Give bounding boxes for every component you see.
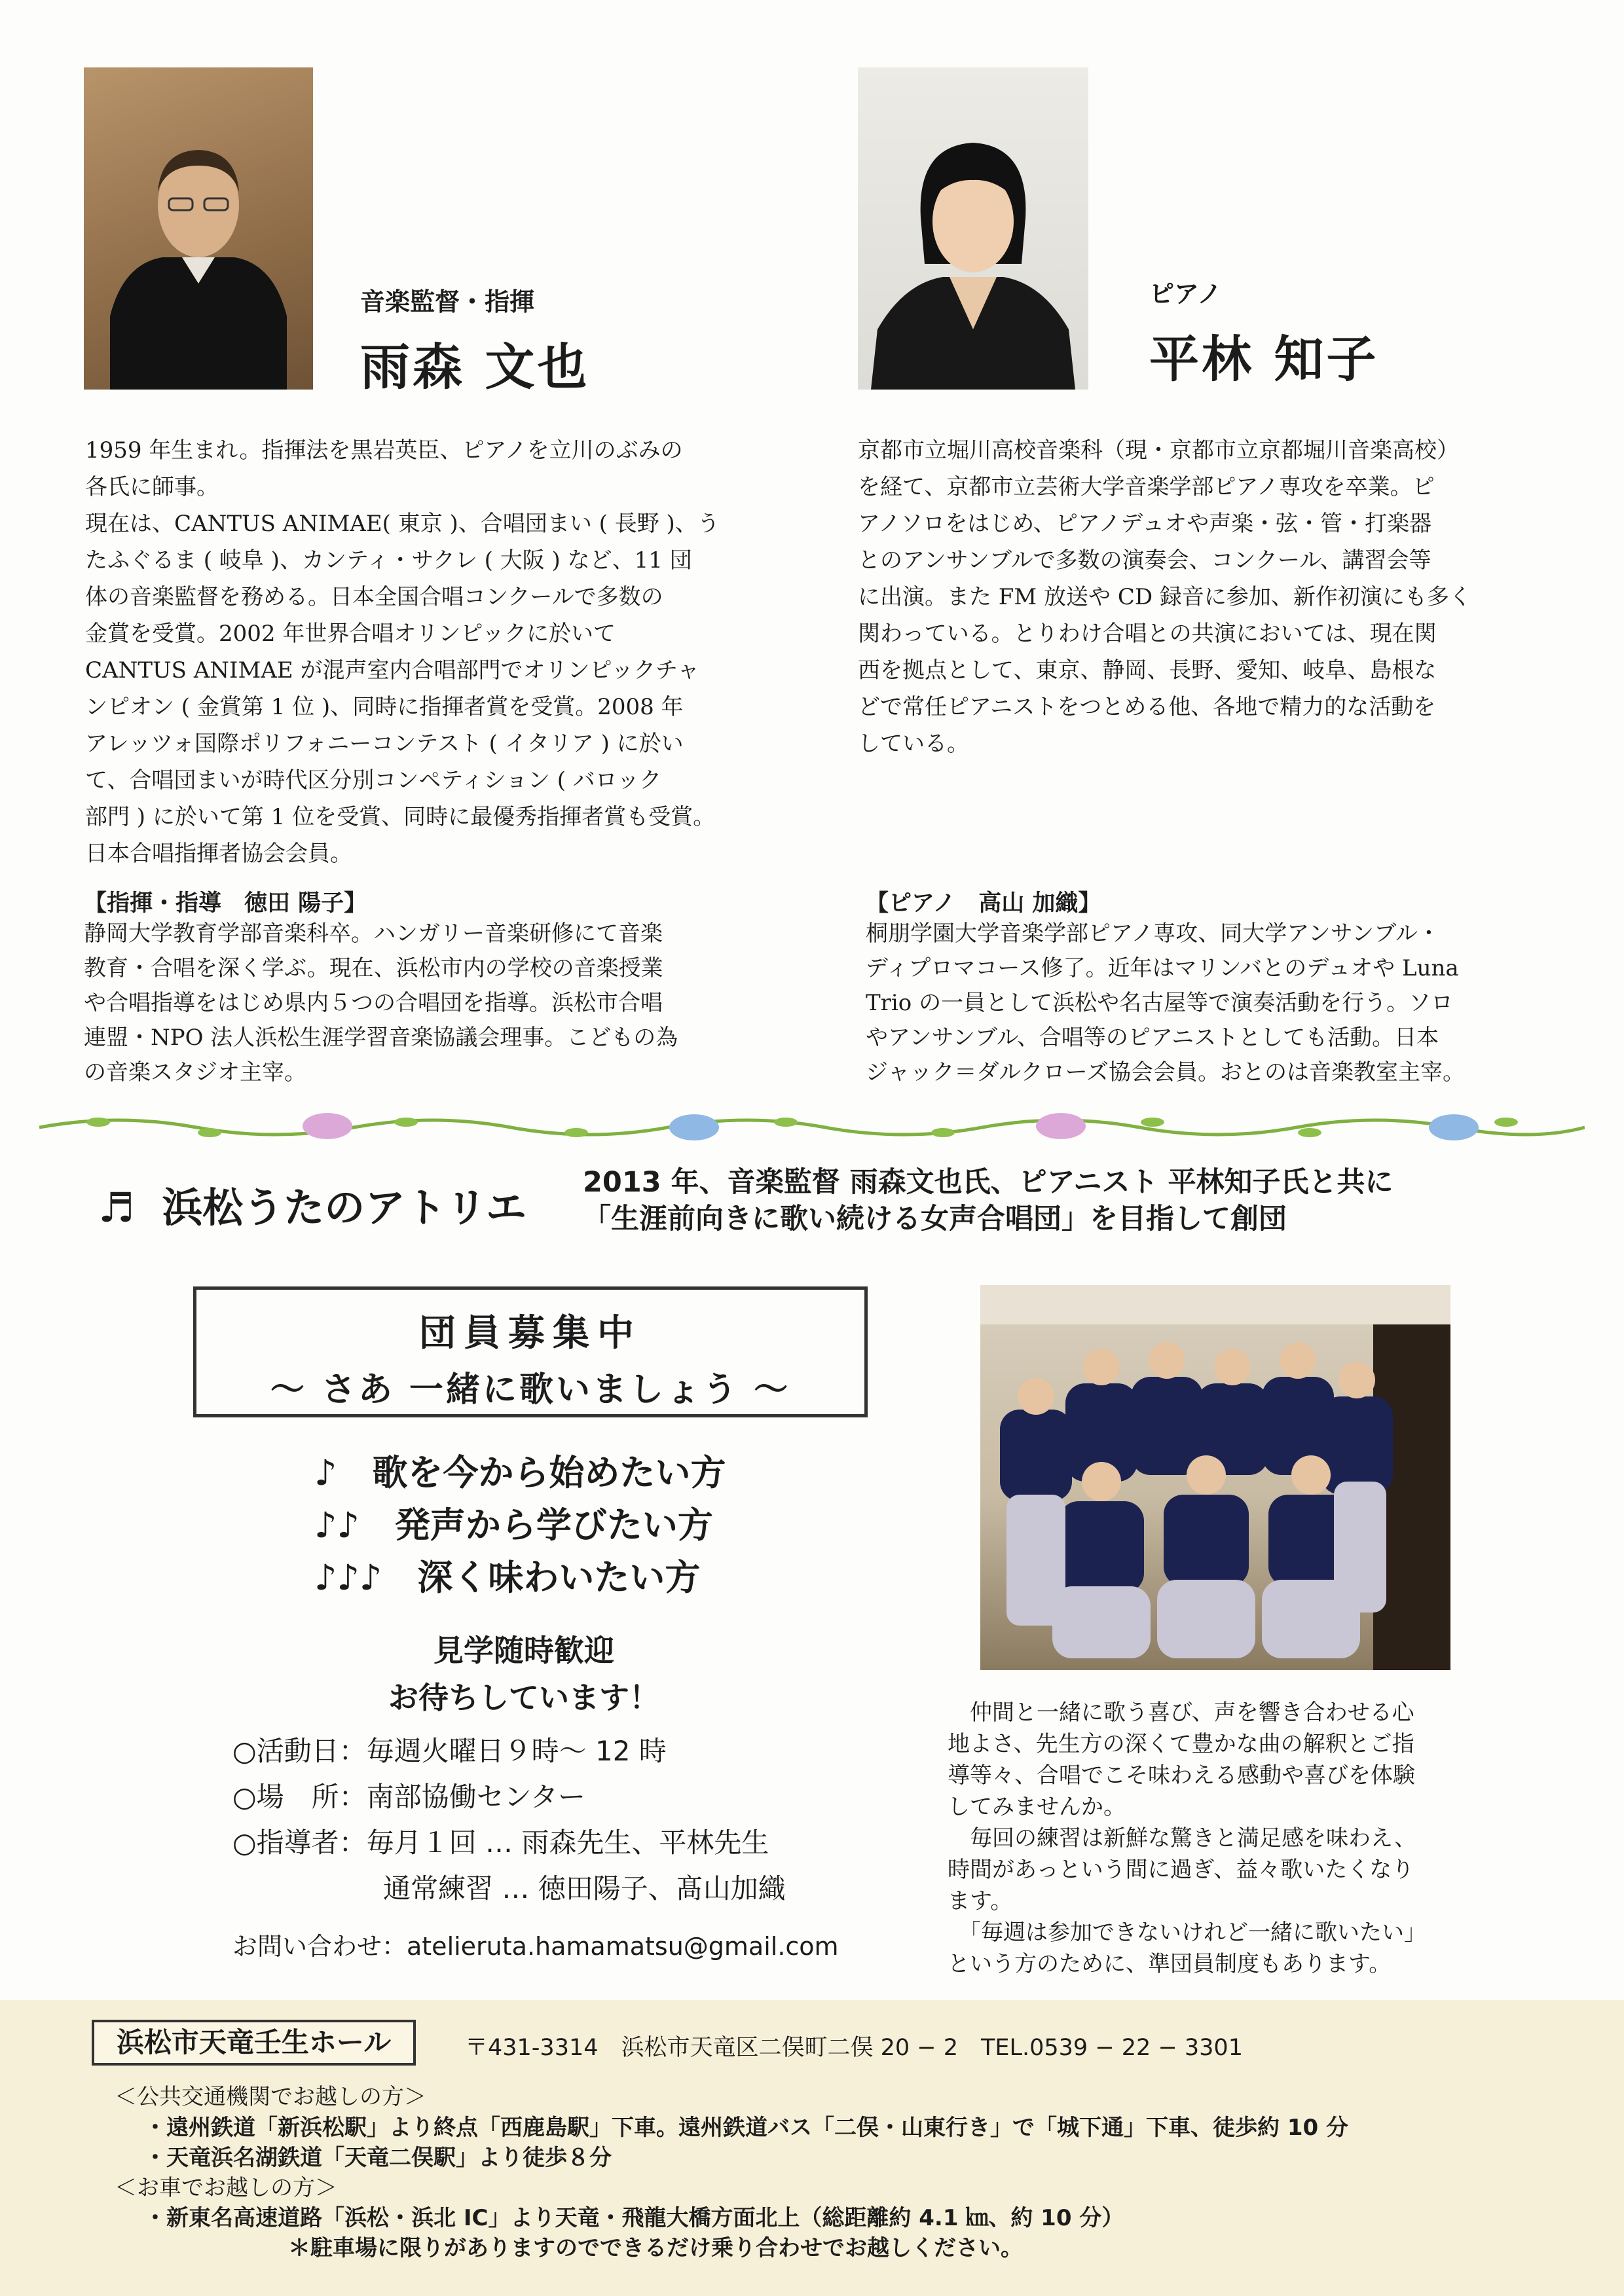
contact-email[interactable]: お問い合わせ：atelieruta.hamamatsu@gmail.com xyxy=(232,1932,839,1961)
music-note-icon: ♬ xyxy=(98,1184,135,1231)
target-list xyxy=(314,1447,726,1604)
car-access-line-1: ・新東名高速道路「浜松・浜北 IC」より天竜・飛龍大橋方面北上（総距離約 4.1 ㎞、約 10 分） xyxy=(144,2205,1124,2231)
photo-caption: 仲間と一緒に歌う喜び、声を響き合わせる心 地よさ、先生方の深くて豊かな曲の解釈とご指 導等々、合唱でこそ味わえる感動や喜びを体験 してみませんか。 毎回の練習は新鮮な驚きと満足感を味わえ、 時間があっという間に過ぎ、益々歌いたくなり ます。 「毎週は参加できないけれど一緒に歌いたい」 という方のために、準団員制度もあります。 xyxy=(948,1700,1426,1977)
leaders-info: ○指導者：毎月１回 … 雨森先生、平林先生 xyxy=(232,1827,769,1859)
car-access-heading: ＜お車でお越しの方＞ xyxy=(115,2175,337,2201)
pianist-bio: 京都市立堀川高校音楽科（現・京都市立京都堀川音楽高校） を経て、京都市立芸術大学音楽学部ピアノ専攻を卒業。ピ アノソロをはじめ、ピアノデュオや声楽・弦・管・打楽器 とのアンサンブルで多数の演奏会、コンクール、講習会等 に出演。また FM 放送や CD 録音に参加、新作初演にも多く 関わっている。とりわけ合唱との共演においては、現在関 西を拠点として、東京、静岡、長野、愛知、岐阜、島根な どで常任ピアニストをつとめる他、各地で精力的な活動を している。 xyxy=(858,437,1471,757)
recruit-title: 団員募集中 xyxy=(419,1312,642,1355)
target-item: ♪♪ 発声から学びたい方 xyxy=(314,1504,713,1546)
pianist-name: 平林 知子 xyxy=(1149,330,1379,388)
venue-address: 〒431-3314 浜松市天竜区二俣町二俣 20 − 2 TEL.0539 − 22 − 3301 xyxy=(465,2035,1243,2061)
choir-description-line-2: 「生涯前向きに歌い続ける女声合唱団」を目指して創団 xyxy=(583,1203,1287,1235)
public-transport-line-2: ・天竜浜名湖鉄道「天竜二俣駅」より徒歩８分 xyxy=(144,2145,612,2171)
recruitment-box xyxy=(193,1286,868,1417)
conductor-name: 雨森 文也 xyxy=(360,338,590,396)
flower-vine-divider xyxy=(39,1106,1585,1146)
public-transport-line-1: ・遠州鉄道「新浜松駅」より終点「西鹿島駅」下車。遠州鉄道バス「二俣・山東行き」で「城下通」下車、徒歩約 10 分 xyxy=(144,2115,1348,2141)
assistant-pianist-heading: 【ピアノ 高山 加織】 xyxy=(866,890,1101,917)
welcome-line-1: 見学随時歓迎 xyxy=(434,1633,614,1668)
conductor-role: 音楽監督・指揮 xyxy=(360,287,535,316)
choir-description xyxy=(583,1164,1393,1237)
target-item: ♪ 歌を今から始めたい方 xyxy=(314,1452,726,1493)
place-info: ○場 所：南部協働センター xyxy=(232,1781,585,1813)
conductor-bio: 1959 年生まれ。指揮法を黒岩英臣、ピアノを立川のぶみの 各氏に師事。 現在は、CANTUS ANIMAE( 東京 )、合唱団まい ( 長野 )、う たふぐるま ( 岐阜 )、カンティ・サクレ ( 大阪 ) など、11 団 体の音楽監督を務める。日本全国合唱コンクールで多数の 金賞を受賞。2002 年世界合唱オリンピックに於いて CANTUS ANIMAE が混声室内合唱部門でオリンピックチャ ンピオン ( 金賞第 1 位 )、同時に指揮者賞を受賞。2008 年 アレッツォ国際ポリフォニーコンテスト ( イタリア ) に於い て、合唱団まいが時代区分別コンペティション ( バロック 部門 ) に於いて第 1 位を受賞、同時に最優秀指揮者賞も受賞。 日本合唱指揮者協会会員。 xyxy=(85,437,720,867)
choir-description-line-1: 2013 年、音楽監督 雨森文也氏、ピアニスト 平林知子氏と共に xyxy=(583,1166,1393,1199)
choir-group-photo xyxy=(980,1285,1450,1670)
trainer-text: 静岡大学教育学部音楽科卒。ハンガリー音楽研修にて音楽 教育・合唱を深く学ぶ。現在、浜松市内の学校の音楽授業 や合唱指導をはじめ県内５つの合唱団を指導。浜松市合唱 連盟・NPO 法人浜松生涯学習音楽協議会理事。こどもの為 の音楽スタジオ主宰。 xyxy=(84,920,678,1085)
activity-info xyxy=(232,1728,887,1912)
pianist-role: ピアノ xyxy=(1149,279,1222,308)
recruit-subtitle: 〜 さあ 一緒に歌いましょう 〜 xyxy=(270,1370,791,1410)
pianist-photo xyxy=(858,67,1088,390)
regular-practice-info: 通常練習 … 徳田陽子、髙山加織 xyxy=(383,1872,786,1904)
public-transport-heading: ＜公共交通機関でお越しの方＞ xyxy=(115,2084,426,2110)
welcome-message xyxy=(295,1627,753,1721)
target-item: ♪♪♪ 深く味わいたい方 xyxy=(314,1557,701,1598)
welcome-line-2: お待ちしています！ xyxy=(388,1680,659,1715)
parking-note: ＊駐車場に限りがありますのでできるだけ乗り合わせでお越しください。 xyxy=(288,2235,1023,2261)
choir-title xyxy=(98,1175,526,1233)
venue-name: 浜松市天竜壬生ホール xyxy=(92,2020,416,2066)
schedule-info: ○活動日：毎週火曜日９時〜 12 時 xyxy=(232,1735,667,1767)
choir-name: 浜松うたのアトリエ xyxy=(162,1184,526,1231)
conductor-photo xyxy=(84,67,313,390)
assistant-pianist-text: 桐朋学園大学音楽学部ピアノ専攻、同大学アンサンブル・ ディプロマコース修了。近年はマリンバとのデュオや Luna Trio の一員として浜松や名古屋等で演奏活動を行う。ソロ やアンサンブル、合唱等のピアニストとしても活動。日本 ジャック＝ダルクローズ協会会員。おとのは音楽教室主宰。 xyxy=(866,920,1465,1085)
trainer-heading: 【指揮・指導 徳田 陽子】 xyxy=(84,890,367,917)
